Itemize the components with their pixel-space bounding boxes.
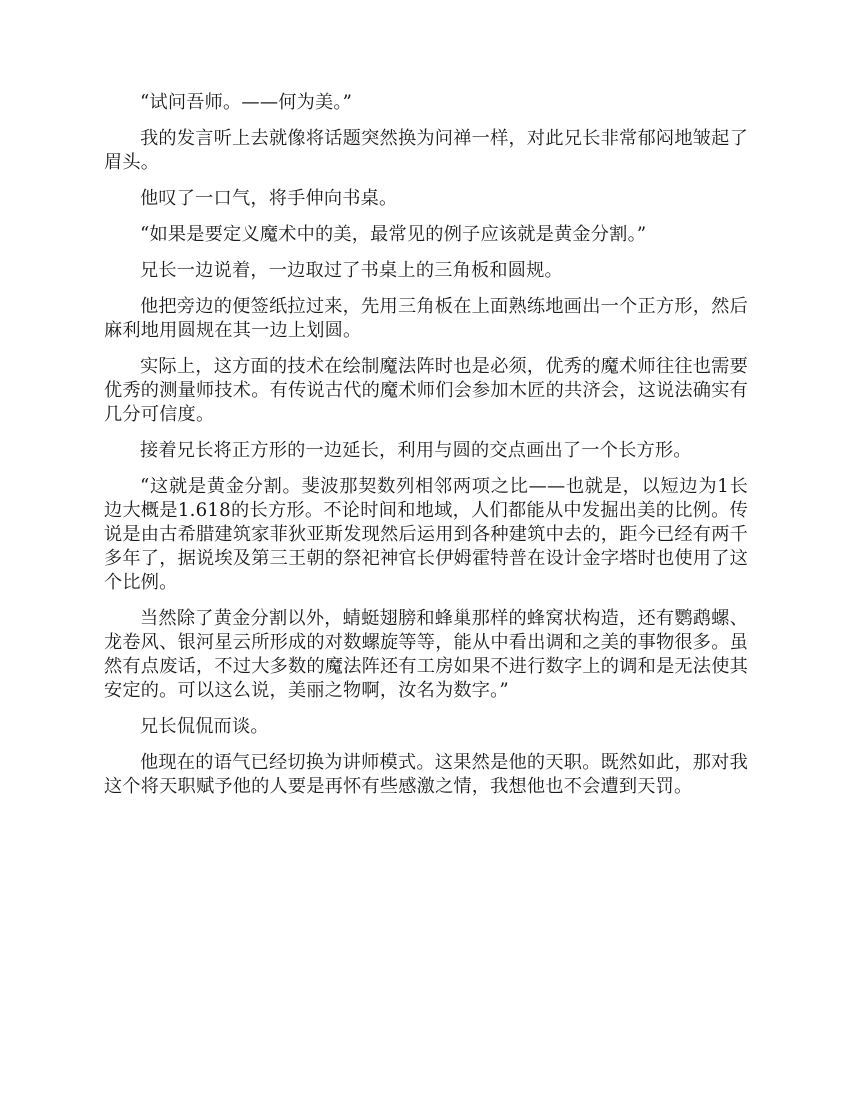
paragraph-1: “试问吾师。——何为美。” xyxy=(140,92,353,113)
paragraph-6: 他把旁边的便签纸拉过来，先用三角板在上面熟练地画出一个正方形，然后麻利地用圆规在其一边上划圆。 xyxy=(104,296,748,341)
paragraph-5: 兄长一边说着，一边取过了书桌上的三角板和圆规。 xyxy=(140,260,563,281)
paragraph-3: 他叹了一口气，将手伸向书桌。 xyxy=(140,188,398,209)
paragraph-2: 我的发言听上去就像将话题突然换为问禅一样，对此兄长非常郁闷地皱起了眉头。 xyxy=(104,128,748,173)
paragraph-9: “这就是黄金分割。斐波那契数列相邻两项之比——也就是，以短边为1长边大概是1.618的长方形。不论时间和地域，人们都能从中发掘出美的比例。传说是由古希腊建筑家菲狄亚斯发现然后运用到各种建筑中去的，距今已经有两千多年了，据说埃及第三王朝的祭祀神官长伊姆霍特普在设计金字塔时也使用了这个比例。 xyxy=(104,476,748,593)
paragraph-7: 实际上，这方面的技术在绘制魔法阵时也是必须，优秀的魔术师往往也需要优秀的测量师技术。有传说古代的魔术师们会参加木匠的共济会，这说法确实有几分可信度。 xyxy=(104,356,748,425)
paragraph-8: 接着兄长将正方形的一边延长，利用与圆的交点画出了一个长方形。 xyxy=(140,440,692,461)
paragraph-12: 他现在的语气已经切换为讲师模式。这果然是他的天职。既然如此，那对我这个将天职赋予他的人要是再怀有些感激之情，我想他也不会遭到天罚。 xyxy=(104,752,748,797)
paragraph-11: 兄长侃侃而谈。 xyxy=(140,716,269,737)
document-page xyxy=(104,91,748,811)
paragraph-4: “如果是要定义魔术中的美，最常见的例子应该就是黄金分割。” xyxy=(140,224,647,245)
paragraph-10: 当然除了黄金分割以外，蜻蜓翅膀和蜂巢那样的蜂窝状构造，还有鹦鹉螺、龙卷风、银河星云所形成的对数螺旋等等，能从中看出调和之美的事物很多。虽然有点废话，不过大多数的魔法阵还有工房如果不进行数字上的调和是无法使其安定的。可以这么说，美丽之物啊，汝名为数字。” xyxy=(104,608,748,701)
